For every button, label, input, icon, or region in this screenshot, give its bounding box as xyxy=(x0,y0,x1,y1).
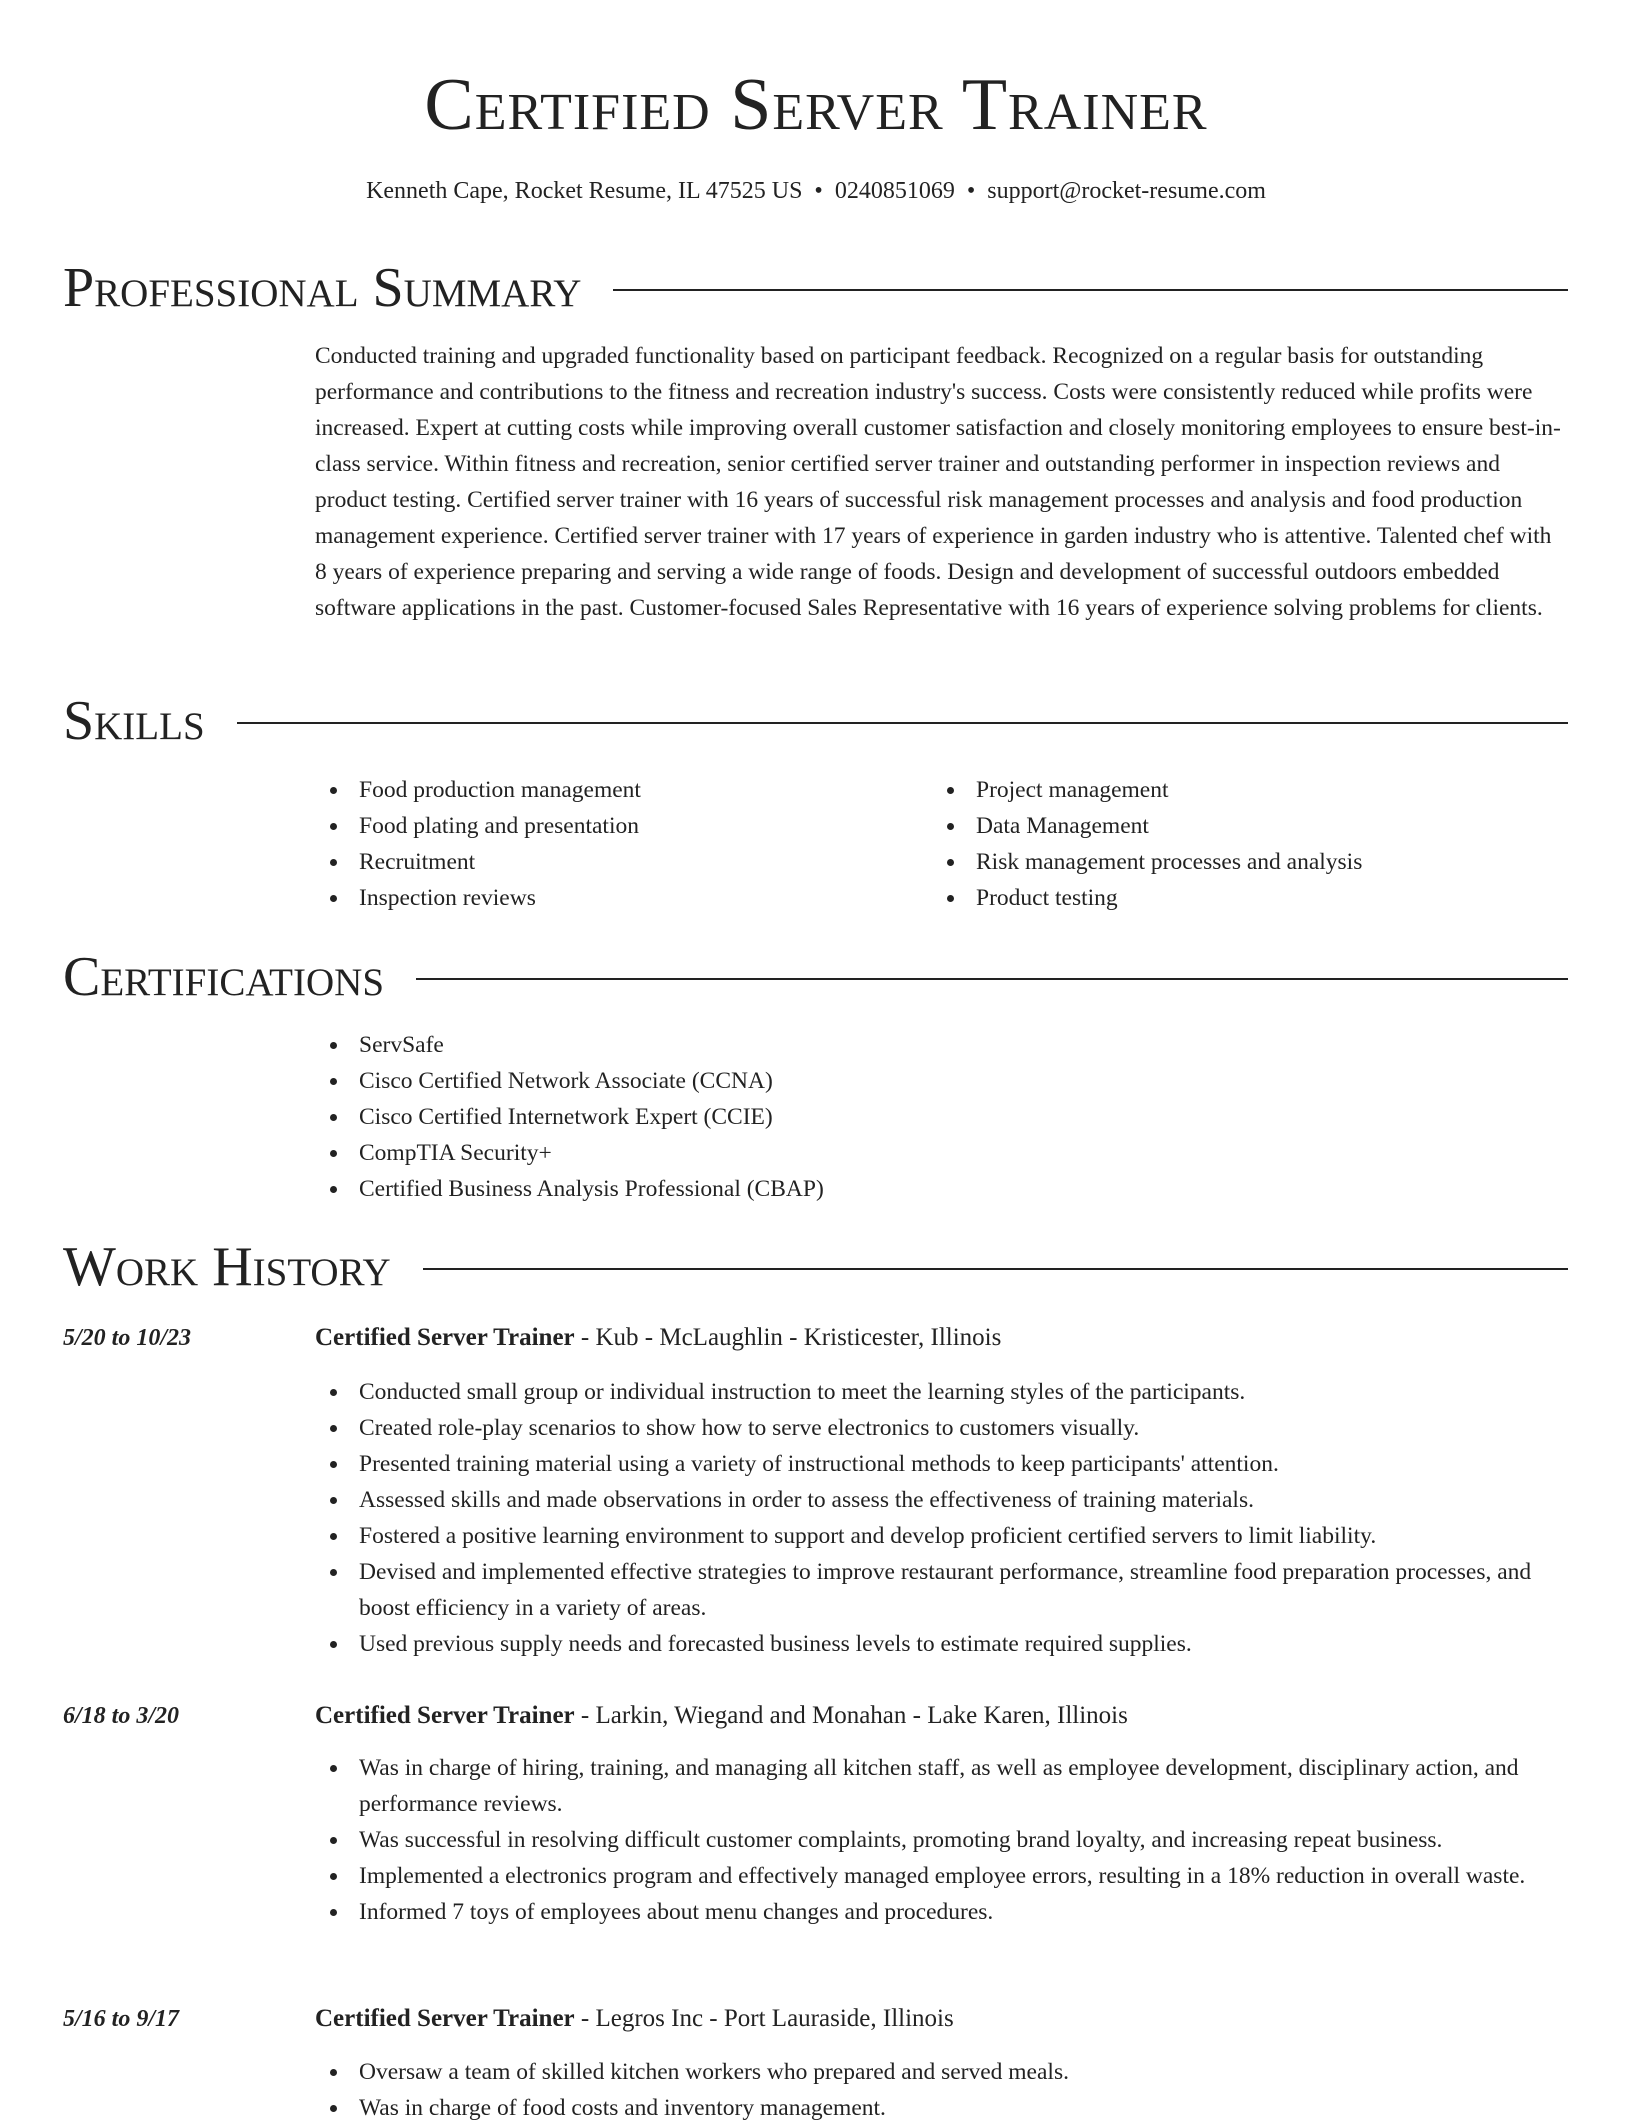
job-title: Certified Server Trainer xyxy=(315,1324,575,1351)
section-header-work-history xyxy=(63,1235,1568,1299)
job-dates: 6/18 to 3/20 xyxy=(63,1703,180,1729)
skill-item: Food plating and presentation xyxy=(315,808,915,844)
section-header-summary xyxy=(63,256,1568,320)
section-title-certifications: Certifications xyxy=(63,946,385,1008)
job-heading xyxy=(315,1320,1568,1356)
job-bullet: Created role-play scenarios to show how to serve electronics to customers visually. xyxy=(315,1410,1568,1446)
contact-line xyxy=(0,174,1632,208)
job-employer: - Kub - McLaughlin - Kristicester, Illinois xyxy=(574,1324,1002,1351)
job-dates: 5/16 to 9/17 xyxy=(63,2006,180,2032)
job-bullets xyxy=(315,2054,1568,2126)
certification-item: Cisco Certified Internetwork Expert (CCIE) xyxy=(315,1099,1215,1135)
certification-item: CompTIA Security+ xyxy=(315,1135,1215,1171)
section-divider xyxy=(423,1268,1568,1270)
job-dates: 5/20 to 10/23 xyxy=(63,1325,192,1351)
skills-list-left xyxy=(315,772,915,916)
job-employer: - Larkin, Wiegand and Monahan - Lake Karen, Illinois xyxy=(574,1702,1128,1729)
contact-email: support@rocket-resume.com xyxy=(987,178,1266,204)
skill-item: Product testing xyxy=(932,880,1532,916)
skills-list-right xyxy=(932,772,1532,916)
job-bullet: Fostered a positive learning environment to support and develop proficient certified servers to limit liability. xyxy=(315,1518,1568,1554)
skill-item: Project management xyxy=(932,772,1532,808)
certification-item: Certified Business Analysis Professional (CBAP) xyxy=(315,1171,1215,1207)
certification-item: Cisco Certified Network Associate (CCNA) xyxy=(315,1063,1215,1099)
section-header-skills xyxy=(63,689,1568,753)
job-bullet: Assessed skills and made observations in order to assess the effectiveness of training materials. xyxy=(315,1482,1568,1518)
section-title-skills: Skills xyxy=(63,690,205,752)
job-bullet: Used previous supply needs and forecasted business levels to estimate required supplies. xyxy=(315,1626,1568,1662)
job-bullets xyxy=(315,1750,1568,1930)
section-divider xyxy=(237,722,1568,724)
job-bullet: Was successful in resolving difficult customer complaints, promoting brand loyalty, and increasing repeat business. xyxy=(315,1822,1568,1858)
page-title: Certified Server Trainer xyxy=(424,64,1208,146)
certifications-list xyxy=(315,1027,1215,1207)
section-divider xyxy=(613,289,1568,291)
section-divider xyxy=(416,978,1568,980)
section-header-certifications xyxy=(63,945,1568,1009)
job-bullets xyxy=(315,1374,1568,1662)
skill-item: Data Management xyxy=(932,808,1532,844)
contact-address: Kenneth Cape, Rocket Resume, IL 47525 US xyxy=(366,178,803,204)
skill-item: Food production management xyxy=(315,772,915,808)
job-employer: - Legros Inc - Port Lauraside, Illinois xyxy=(574,2005,954,2032)
section-title-summary: Professional Summary xyxy=(63,257,582,319)
contact-separator: • xyxy=(966,178,976,204)
skill-item: Recruitment xyxy=(315,844,915,880)
skill-item: Inspection reviews xyxy=(315,880,915,916)
contact-phone: 0240851069 xyxy=(834,178,955,204)
job-bullet: Conducted small group or individual instruction to meet the learning styles of the participants. xyxy=(315,1374,1568,1410)
job-heading xyxy=(315,2001,1568,2037)
summary-text: Conducted training and upgraded functionality based on participant feedback. Recognized on a regular basis for outstanding performance and contributions to the fitness and recreation industry's success. Costs were consistently reduced while profits were increased. Expert at cutting costs while improving overall customer satisfaction and closely monitoring employees to ensure best-in-class service. Within fitness and recreation, senior certified server trainer and outstanding performer in inspection reviews and product testing. Certified server trainer with 16 years of successful risk management processes and analysis and food production management experience. Certified server trainer with 17 years of experience in garden industry who is attentive. Talented chef with 8 years of experience preparing and serving a wide range of foods. Design and development of successful outdoors embedded software applications in the past. Customer-focused Sales Representative with 16 years of experience solving problems for clients. xyxy=(315,343,1561,621)
job-bullet: Implemented a electronics program and effectively managed employee errors, resulting in a 18% reduction in overall waste. xyxy=(315,1858,1568,1894)
contact-separator: • xyxy=(814,178,823,204)
job-title: Certified Server Trainer xyxy=(315,2005,575,2032)
certification-item: ServSafe xyxy=(315,1027,1215,1063)
job-title: Certified Server Trainer xyxy=(315,1702,575,1729)
job-bullet: Presented training material using a variety of instructional methods to keep participants' attention. xyxy=(315,1446,1568,1482)
job-bullet: Informed 7 toys of employees about menu changes and procedures. xyxy=(315,1894,1568,1930)
job-bullet: Devised and implemented effective strategies to improve restaurant performance, streamline food preparation processes, and boost efficiency in a variety of areas. xyxy=(315,1554,1568,1626)
job-bullet: Was in charge of hiring, training, and managing all kitchen staff, as well as employee development, disciplinary action, and performance reviews. xyxy=(315,1750,1568,1822)
section-title-work-history: Work History xyxy=(63,1236,391,1298)
job-heading xyxy=(315,1698,1568,1734)
job-bullet: Oversaw a team of skilled kitchen workers who prepared and served meals. xyxy=(315,2054,1568,2090)
skill-item: Risk management processes and analysis xyxy=(932,844,1532,880)
job-bullet: Was in charge of food costs and inventory management. xyxy=(315,2090,1568,2126)
